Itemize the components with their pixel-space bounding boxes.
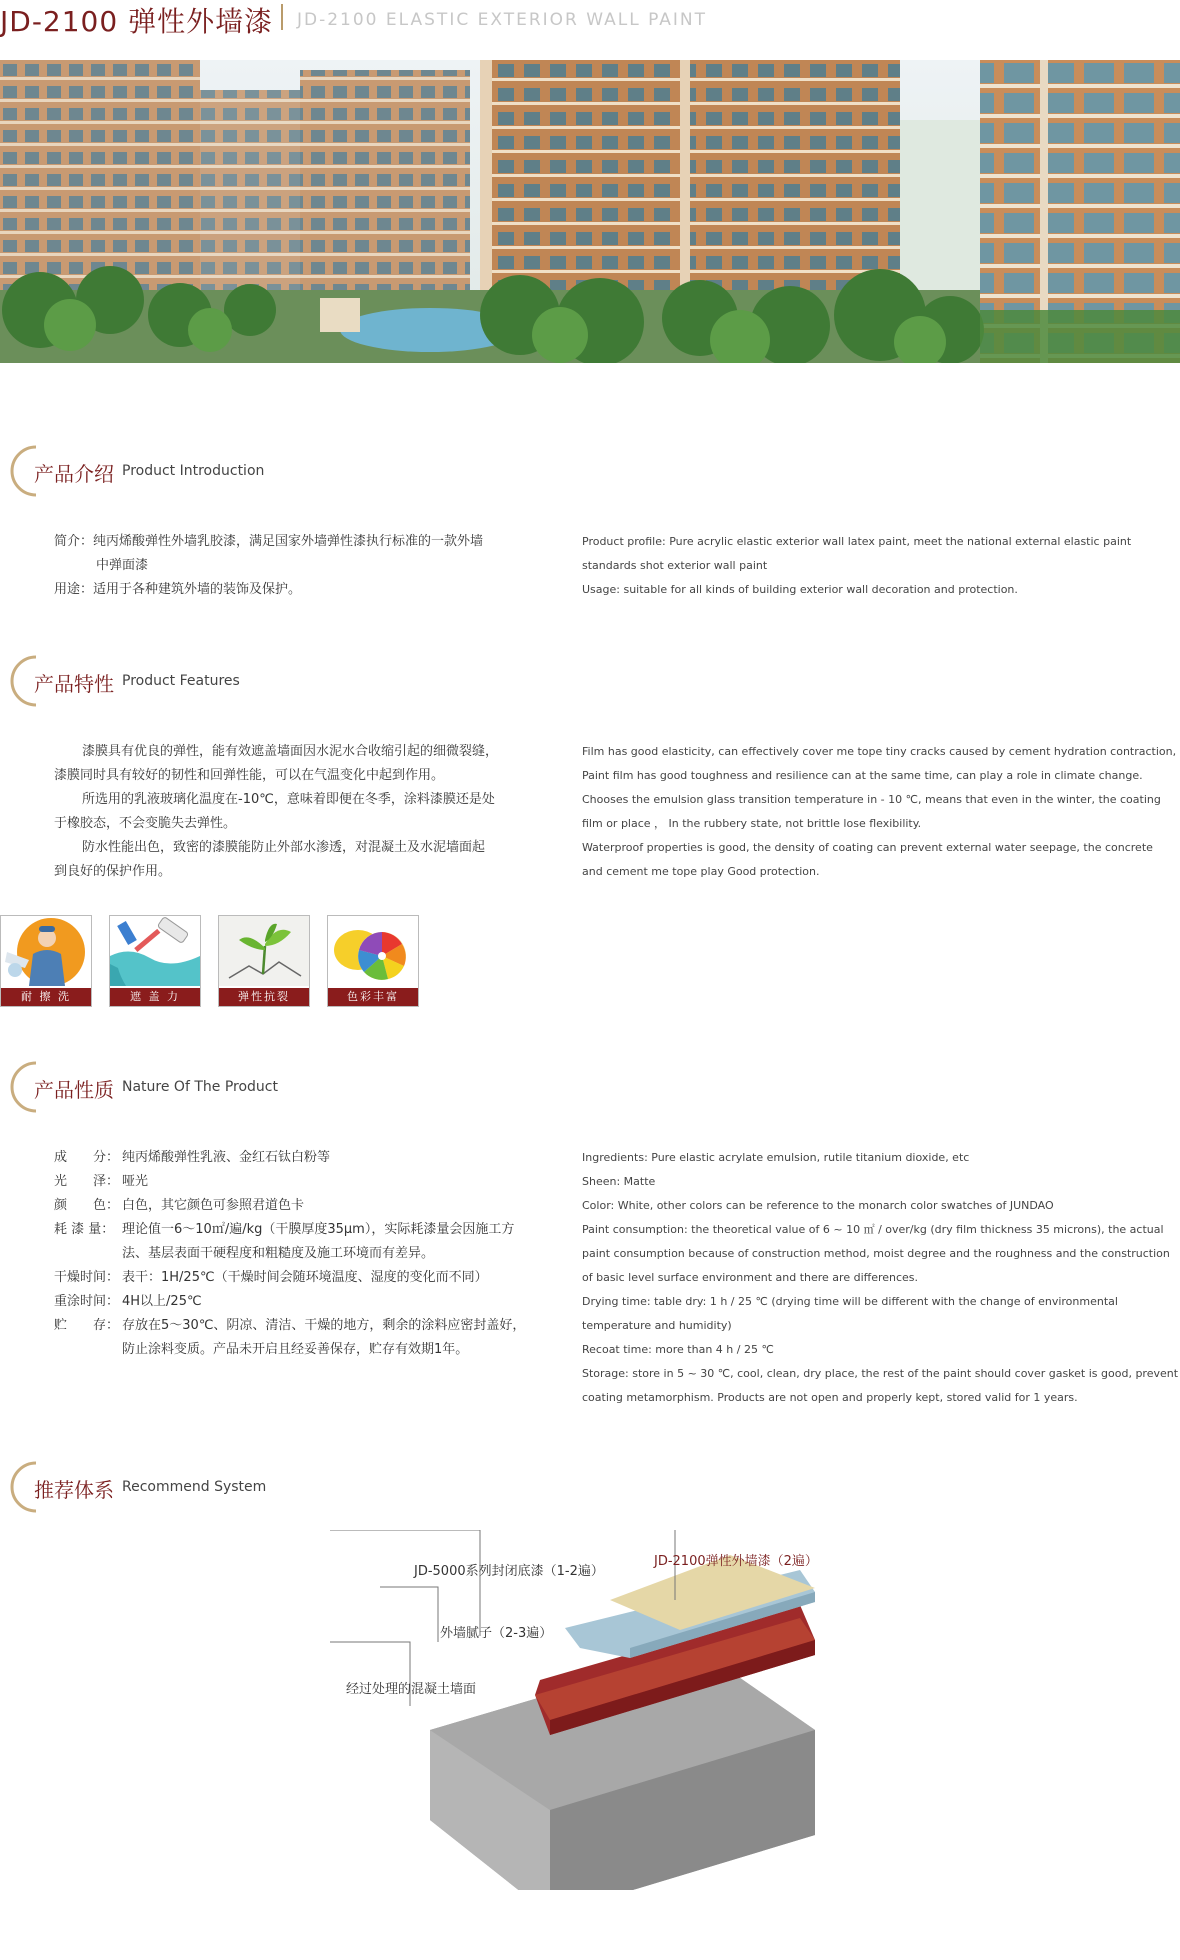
section-title-zh: 产品介绍 bbox=[34, 462, 114, 486]
text-line: 防水性能出色，致密的漆膜能防止外部水渗透，对混凝土及水泥墙面起 bbox=[82, 840, 486, 855]
spec-value: 白色，其它颜色可参照君道色卡 bbox=[122, 1198, 305, 1213]
spec-value: 防止涂料变质。产品未开启且经妥善保存，贮存有效期1年。 bbox=[122, 1342, 469, 1357]
concrete-label: 经过处理的混凝土墙面 bbox=[346, 1682, 477, 1697]
paint-roller-icon bbox=[110, 916, 200, 986]
spec-row bbox=[54, 1242, 554, 1266]
page-title: JD-2100 弹性外墙漆 bbox=[0, 5, 274, 38]
section-title-en: Product Introduction bbox=[122, 463, 265, 479]
spec-row bbox=[54, 1338, 554, 1362]
color-lemon-icon bbox=[328, 916, 418, 986]
feature-label: 弹性抗裂 bbox=[219, 988, 309, 1006]
section-title-en: Nature Of The Product bbox=[122, 1079, 278, 1095]
scrub-worker-icon bbox=[1, 916, 91, 986]
spec-key: 成 分： bbox=[54, 1150, 120, 1165]
spec-value: 表干：1H/25℃（干燥时间会随环境温度、湿度的变化而不同） bbox=[122, 1270, 488, 1285]
text-line: Ingredients: Pure elastic acrylate emulsion, rutile titanium dioxide, etc bbox=[582, 1151, 970, 1164]
feature-label: 遮 盖 力 bbox=[110, 988, 200, 1006]
spec-value: 理论值一6～10㎡/遍/kg（干膜厚度35μm），实际耗漆量会因施工方 bbox=[122, 1222, 515, 1237]
text-line: film or place ， In the rubbery state, not brittle lose flexibility. bbox=[582, 817, 922, 830]
spec-key: 重涂时间： bbox=[54, 1294, 120, 1309]
text-line: 漆膜同时具有较好的韧性和回弹性能，可以在气温变化中起到作用。 bbox=[54, 768, 445, 783]
spec-key: 贮 存： bbox=[54, 1318, 120, 1333]
section-heading-nature bbox=[0, 1060, 600, 1120]
text-line: Color: White, other colors can be reference to the monarch color swatches of JUNDAO bbox=[582, 1199, 1054, 1212]
nature-text-zh bbox=[54, 1146, 554, 1362]
text-line: coating metamorphism. Products are not open and properly kept, stored valid for 1 years. bbox=[582, 1391, 1078, 1404]
text-line: Sheen: Matte bbox=[582, 1175, 656, 1188]
section-title-zh: 产品特性 bbox=[34, 672, 114, 696]
coating-layer-diagram bbox=[330, 1530, 870, 1890]
feature-elastic-crack-resistance bbox=[218, 915, 310, 1007]
section-heading-system bbox=[0, 1460, 600, 1520]
putty-label: 外墙腻子（2-3遍） bbox=[440, 1626, 553, 1641]
feature-label: 色彩丰富 bbox=[328, 988, 418, 1006]
features-text-zh bbox=[54, 740, 534, 884]
section-title-zh: 推荐体系 bbox=[34, 1478, 114, 1502]
text-line: paint consumption because of construction method, moist degree and the roughness and the construction bbox=[582, 1247, 1170, 1260]
spec-key: 耗 漆 量： bbox=[54, 1222, 115, 1237]
spec-row bbox=[54, 1146, 554, 1170]
text-line: Paint consumption: the theoretical value of 6 ~ 10 ㎡ / over/kg (dry film thickness 35 microns), the actual bbox=[582, 1223, 1164, 1236]
features-text-en bbox=[582, 740, 1176, 884]
section-heading-intro bbox=[0, 444, 600, 504]
section-title-en: Product Features bbox=[122, 673, 240, 689]
text-line: 用途：适用于各种建筑外墙的装饰及保护。 bbox=[54, 582, 302, 597]
text-line: of basic level surface environment and there are differences. bbox=[582, 1271, 919, 1284]
feature-scrub-resistance bbox=[0, 915, 92, 1007]
section-title-zh: 产品性质 bbox=[34, 1078, 114, 1102]
spec-row bbox=[54, 1170, 554, 1194]
intro-text-en bbox=[582, 530, 1131, 602]
spec-key: 颜 色： bbox=[54, 1198, 120, 1213]
spec-key: 干燥时间： bbox=[54, 1270, 120, 1285]
text-line: 到良好的保护作用。 bbox=[54, 864, 172, 879]
feature-hiding-power bbox=[109, 915, 201, 1007]
text-line: Paint film has good toughness and resilience can at the same time, can play a role in climate change. bbox=[582, 769, 1143, 782]
text-line: Chooses the emulsion glass transition temperature in - 10 ℃, means that even in the winter, the coating bbox=[582, 793, 1161, 806]
residential-buildings-illustration bbox=[0, 60, 1180, 363]
page-subtitle: JD-2100 ELASTIC EXTERIOR WALL PAINT bbox=[297, 10, 707, 30]
text-line: Usage: suitable for all kinds of building exterior wall decoration and protection. bbox=[582, 583, 1018, 596]
nature-text-en bbox=[582, 1146, 1178, 1410]
topcoat-label: JD-2100弹性外墙漆（2遍） bbox=[654, 1554, 818, 1569]
spec-row bbox=[54, 1194, 554, 1218]
section-title-en: Recommend System bbox=[122, 1479, 267, 1495]
text-line: Recoat time: more than 4 h / 25 ℃ bbox=[582, 1343, 774, 1356]
text-line: Drying time: table dry: 1 h / 25 ℃ (drying time will be different with the change of environmental bbox=[582, 1295, 1118, 1308]
spec-value: 哑光 bbox=[122, 1174, 149, 1189]
feature-label: 耐 擦 洗 bbox=[1, 988, 91, 1006]
text-line: Storage: store in 5 ~ 30 ℃, cool, clean, dry place, the rest of the paint should cover gasket is good, prevent bbox=[582, 1367, 1179, 1380]
feature-rich-colors bbox=[327, 915, 419, 1007]
text-line: 简介：纯丙烯酸弹性外墙乳胶漆，满足国家外墙弹性漆执行标准的一款外墙 bbox=[54, 534, 484, 549]
spec-key: 光 泽： bbox=[54, 1174, 120, 1189]
spec-value: 4H以上/25℃ bbox=[122, 1294, 202, 1309]
text-line: 于橡胶态，不会变脆失去弹性。 bbox=[54, 816, 237, 831]
spec-row bbox=[54, 1266, 554, 1290]
spec-row bbox=[54, 1290, 554, 1314]
text-line: and cement me tope play Good protection. bbox=[582, 865, 820, 878]
text-line: 漆膜具有优良的弹性，能有效遮盖墙面因水泥水合收缩引起的细微裂缝， bbox=[82, 744, 499, 759]
text-line: 所选用的乳液玻璃化温度在-10℃，意味着即便在冬季，涂料漆膜还是处 bbox=[82, 792, 495, 807]
spec-value: 法、基层表面干硬程度和粗糙度及施工环境而有差异。 bbox=[122, 1246, 435, 1261]
spec-value: 存放在5～30℃、阴凉、清洁、干燥的地方，剩余的涂料应密封盖好， bbox=[122, 1318, 526, 1333]
text-line: Waterproof properties is good, the density of coating can prevent external water seepage, the concrete bbox=[582, 841, 1153, 854]
spec-row bbox=[54, 1218, 554, 1242]
primer-label: JD-5000系列封闭底漆（1-2遍） bbox=[414, 1564, 604, 1579]
hero-banner bbox=[0, 60, 1180, 363]
sprout-crack-icon bbox=[219, 916, 309, 986]
title-separator bbox=[281, 4, 283, 30]
section-heading-features bbox=[0, 654, 600, 714]
spec-row bbox=[54, 1314, 554, 1338]
text-line: Film has good elasticity, can effectively cover me tope tiny cracks caused by cement hydration contraction, bbox=[582, 745, 1177, 758]
text-line: standards shot exterior wall paint bbox=[582, 559, 768, 572]
text-line: 中弹面漆 bbox=[96, 558, 149, 573]
text-line: temperature and humidity) bbox=[582, 1319, 732, 1332]
text-line: Product profile: Pure acrylic elastic exterior wall latex paint, meet the national external elastic paint bbox=[582, 535, 1132, 548]
spec-value: 纯丙烯酸弹性乳液、金红石钛白粉等 bbox=[122, 1150, 331, 1165]
intro-text-zh bbox=[54, 530, 534, 602]
